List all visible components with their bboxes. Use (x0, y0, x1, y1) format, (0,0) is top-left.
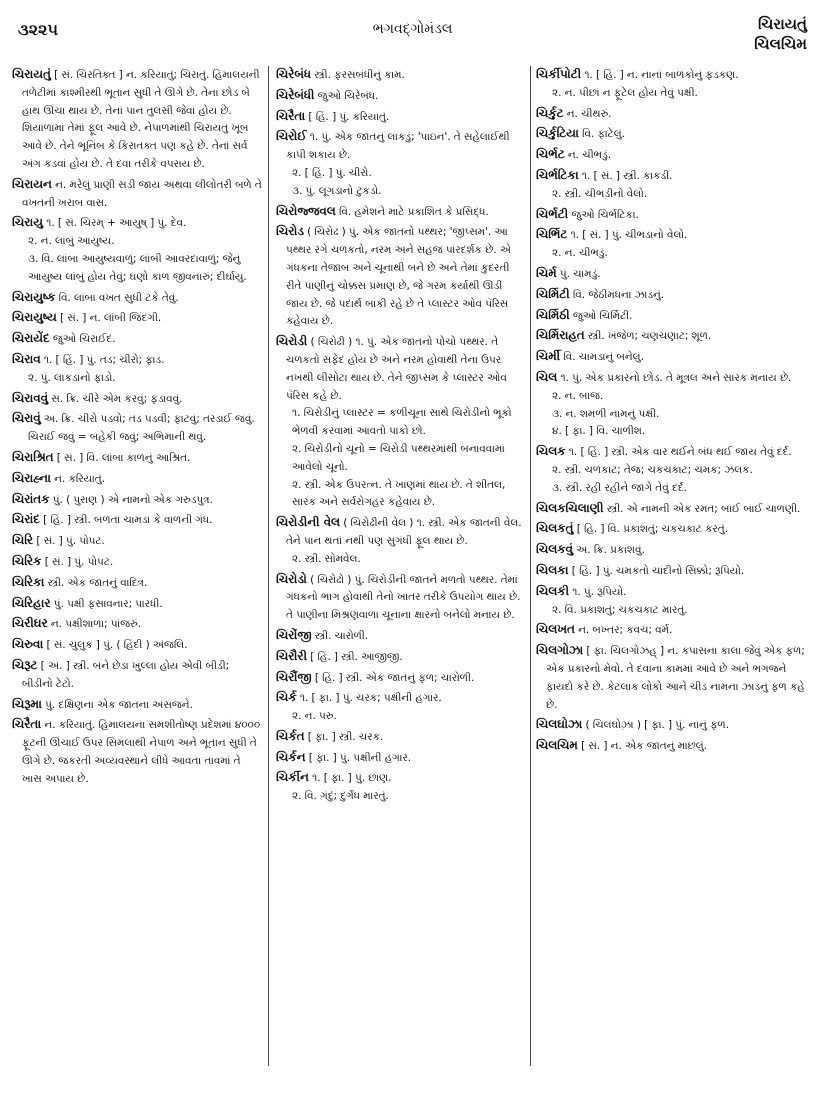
dictionary-entry (536, 226, 814, 263)
entry-sense: ૨. ન. ચીભડું. (552, 247, 608, 260)
guide-word-first: ચિરાયતું (757, 15, 807, 33)
entry-sense: ૨. સ્ત્રી. ચળકાટ; તેજ; ચકચકાટ; ચમક; ઝલક. (552, 463, 753, 476)
dictionary-entry (276, 571, 524, 625)
entry-headword: ચિર્કત (276, 728, 305, 743)
entry-sense: ૨. સ્ત્રી. એક ઉપરત્ન. તે ખાણમાં થાય છે. તે શીતલ, સારક અને સર્વરોગહર કહેવાય છે. (292, 478, 506, 509)
dictionary-entry (276, 627, 524, 646)
entry-definition: [ હિં. ] સ્ત્રી. બળતા ચામડા કે વાળની ગંધ. (43, 514, 213, 527)
entry-definition: ન. બખ્તર; કવચ; વર્મ. (578, 624, 673, 637)
entry-headword: ચિરોડી (276, 334, 308, 349)
entry-definition: [ સં. ] ન. લાંબી જિંદગી. (59, 312, 162, 325)
entry-definition: સ્ત્રી. એ નામની એક રમત; બાઈ બાઈ ચાળણી. (606, 502, 801, 515)
dictionary-entry (12, 696, 262, 715)
dictionary-column-3 (536, 66, 814, 1086)
entry-definition: [ સં. ચિરતિક્ત ] ન. કરિયાતું; ચિરાતું. હિમાલયની તળેટીમાં કાશ્મીરથી ભૂતાન સુધી તે ઊગે છે. તેના છોડ બે હાથ ઊંચા થાય છે. તેનાં પાન તુલસી જેવાં હોય છે. શિયાળામાં તેમાં ફૂલ આવે છે. નેપાળમાંથી ચિરાયતુ ખૂબ આવે છે. તેને ભૂનિંબ કે કિરાતક્ત પણ કહે છે. તેનાં સર્વ અંગ કડવાં હોય છે. તે દવા તરીકે વપરાય છે. (22, 69, 260, 170)
dictionary-entry (536, 716, 814, 735)
entry-headword: ચિરોઈ (276, 129, 307, 144)
entry-definition: જુઓ ચિર્મિટી. (572, 309, 633, 322)
entry-definition: વિ. ચામડાનું બનેલું. (563, 351, 644, 364)
entry-headword: ચિર્ભટી (536, 206, 569, 221)
entry-sense: ૨. ન. લાંબું આયુષ્ય. (28, 235, 115, 248)
entry-headword: ચિરાવું (12, 411, 41, 426)
dictionary-entry (12, 511, 262, 530)
entry-sense: ૨. સ્ત્રી. ચીભડીનો વેલો. (552, 187, 648, 200)
entry-headword: ચિરાયુષ્ક (12, 289, 56, 304)
entry-sense: ૨. પું. લાકડાનો ફાડો. (28, 371, 116, 384)
dictionary-entry (12, 449, 262, 468)
entry-definition: સ્ત્રી. ફરસબંધીનું કામ. (314, 69, 405, 81)
entry-definition: જુઓ ચિરાઈદ. (52, 333, 116, 346)
entry-headword: ચિલકતું (536, 521, 574, 536)
dictionary-entry (276, 128, 524, 200)
dictionary-entry (536, 125, 814, 144)
entry-definition: ૧. પું. એક પ્રકારનો છોડ. તે મૂત્રલ અને સારક મનાય છે. (560, 371, 792, 384)
dictionary-entry (536, 500, 814, 519)
entry-definition: સ્ત્રી. એક જાતનું વાદિત્ર. (47, 576, 148, 589)
dictionary-entry (12, 330, 262, 349)
entry-definition: [ હિં. ] સ્ત્રી. એક જાતનું ફળ; ચારોળી. (314, 671, 475, 684)
entry-headword: ચિરાયતું (12, 67, 51, 81)
dictionary-column-1 (12, 66, 262, 1086)
entry-definition: વિ. ફાટેલું. (582, 128, 625, 141)
entry-headword: ચિરૈતા (276, 108, 306, 123)
dictionary-entry (12, 636, 262, 655)
entry-headword: ચિરાવ (12, 351, 41, 366)
entry-headword: ચિરિહાર (12, 595, 51, 610)
dictionary-entry (276, 769, 524, 806)
entry-definition: ન. કરિયાતું. હિમાલયના સમશીતોષ્ણ પ્રદેશમાં ૪૦૦૦ ફૂટની ઊંચાઈ ઉપર સિમલાથી નેપાળ અને ભૂતાન સુધી તે ઊગે છે. જકરતી અવ્યવસ્થાને લીધે આવતા તાવમાં તે ખાસ અપાય છે. (22, 719, 261, 785)
entry-headword: ચિર્મિરાહત (536, 328, 585, 343)
dictionary-entry (12, 390, 262, 409)
dictionary-entry (536, 167, 814, 204)
entry-definition: ( ચિરોઢી ) ૧. પું. એક જાતનો પોચો પથ્થર. તે ચળકતો સફેદ હોય છે અને નરમ હોવાથી તેના ઉપર નખથી લીસોટા થાય છે. તેને જીપ્સમ કે પ્લાસ્ટર ઓવ પૅરિસ કહે છે. (286, 336, 507, 402)
dictionary-entry (536, 541, 814, 560)
entry-definition: ૧. પું. રૂપિયો. (572, 585, 627, 598)
entry-definition: ૧. [ હિં. ] ન. નાનાં બાળકોનું ફડકણ. (584, 69, 739, 81)
page-header (0, 0, 825, 62)
dictionary-entry (276, 689, 524, 726)
entry-definition: [ હિં. ] સ્ત્રી. આજીજી. (310, 650, 403, 663)
entry-headword: ચિર્ક (276, 690, 297, 705)
entry-definition: અ. ક્રિ. ચીરો પડવો; તડ પડવી; ફાટવું; તરડાઈ જવું. (43, 413, 255, 426)
entry-definition: ન. મરેલું પ્રાણી સડી જાય અથવા લીલોતરી બળે તે વખતની ખરાબ વાસ. (22, 178, 262, 209)
entry-sense: ૩. ન. શમળી નામનું પક્ષી. (552, 407, 660, 420)
entry-headword: ચિર્ભિટ (536, 227, 568, 242)
entry-definition: ૧. [ સં. ] સ્ત્રી. કાકડી. (581, 169, 673, 182)
entry-definition: જુઓ ચિરેબંધ. (317, 89, 379, 102)
entry-headword: ચિરાહ્ના (12, 470, 51, 485)
entry-headword: ચિરાવવું (12, 390, 49, 405)
entry-headword: ચિર્ભટ (536, 147, 565, 162)
entry-definition: જુઓ ચિર્ભટિકા. (571, 208, 639, 221)
entry-definition: ન. પક્ષીશાળા; પાંજરું. (50, 618, 141, 631)
entry-sense: ૨. વિ. ગંદું; દુર્ગંધ મારતું. (292, 790, 389, 803)
entry-headword: ચિર્ભટિકા (536, 167, 579, 182)
dictionary-entry (536, 583, 814, 620)
dictionary-entry (12, 716, 262, 788)
entry-definition: ન. ચીભડું. (567, 149, 611, 162)
entry-definition: વિ. હમેશને માટે પ્રકાશિત કે પ્રસિદ્ધ. (338, 205, 489, 218)
entry-definition: અ. ક્રિ. પ્રકાશવું. (576, 544, 645, 557)
entry-definition: [ સં. ] પું. પોપટ. (36, 535, 105, 548)
entry-sense: ૨. ન. બાજ. (552, 389, 604, 402)
dictionary-entry (536, 737, 814, 756)
entry-definition: ન. ચીથરું. (566, 107, 612, 120)
entry-headword: ચિલખત (536, 622, 575, 637)
dictionary-entry (536, 562, 814, 581)
entry-definition: [ હિં. ] પું. ચમકતો ચાંદીનો સિક્કો; રૂપિયો. (571, 564, 745, 577)
column-divider (268, 66, 269, 1066)
entry-headword: ચિરાંદ (12, 512, 40, 527)
entry-sense: ૧. ચિરોડીનું પ્લાસ્ટર = કળીચૂના સાથે ચિરોડીનો ભૂકો ભેળવી કરવામાં આવતો પાકો છો. (292, 407, 512, 438)
entry-definition: ( ચિરોઢ ) પું. એક જાતનો પથ્થર; 'જીપ્સમ'. આ પથ્થર રંગે ચળકતો, નરમ અને સહજ પારદર્શક છે. એ ગંધકના તેજાબ અને ચૂનાથી બને છે અને તેમાં કુદરતી રીતે પાણીનું ચોક્કસ પ્રમાણ છે, જે ગરમ કર્યાથી ઊડી જાય છે. જે પદાર્થ બાકી રહે છે તે પ્લાસ્ટર ઓવ પૅરિસ કહેવાય છે. (286, 226, 511, 328)
dictionary-entry (276, 514, 524, 568)
entry-headword: ચિરોંજી (276, 627, 312, 642)
entry-headword: ચિરૂમા (12, 696, 42, 711)
entry-sense: ચિરાઈ જવું = બહેકી જવું; અભિમાની થવું. (28, 431, 207, 444)
dictionary-entry (536, 206, 814, 225)
dictionary-entry (276, 203, 524, 222)
dictionary-entry (536, 286, 814, 305)
entry-definition: ( ચિરોઢીની વેલ ) ૧. સ્ત્રી. એક જાતની વેલ. તેને પાન થતાં નથી પણ સુગંધી ફૂલ થાય છે. (286, 517, 522, 547)
entry-sense: ૪. [ ફા. ] વિ. ચાળીશ. (552, 425, 646, 438)
entry-headword: ચિલક (536, 444, 566, 459)
dictionary-entry (12, 532, 262, 551)
entry-definition: પું. પક્ષી ફસાવનાર; પારધી. (53, 597, 163, 610)
entry-headword: ચિરિક (12, 553, 42, 568)
dictionary-entry (12, 553, 262, 572)
entry-sense: ૨. વિ. પ્રકાશતું; ચકચકાટ મારતું. (552, 603, 688, 616)
dictionary-entry (536, 642, 814, 714)
entry-headword: ચિરુવા (12, 637, 44, 652)
entry-sense: ૨. ચિરોડીનો ચૂનો = ચિરોડી પથ્થરમાંથી બનાવવામાં આવેલો ચૂનો. (292, 442, 505, 473)
entry-definition: ( ચિરોઢો ) પું. ચિરોડીની જાતને મળતો પથ્થર. તેમાં ગંધકનો ભાગ હોવાથી તેનો ખાતર તરીકે ઉપયોગ થાય છે. તે પાણીના મિશ્રણવાળા ચૂનાના ક્ષારનો બનેલો મનાય છે. (286, 573, 521, 622)
entry-sense: ૨. ન. પીછાં ન ફૂટેલ હોય તેવું પક્ષી. (552, 86, 698, 99)
entry-definition: [ સં. ] વિ. લાંબા કાળનું આશ્રિત. (56, 451, 191, 464)
entry-definition: ૧. [ ફા. ] પું. છાણ. (312, 772, 392, 785)
entry-headword: ચિર્મ (536, 265, 557, 280)
dictionary-entry (536, 146, 814, 165)
page-number: ૩૨૨૫ (18, 20, 58, 39)
entry-definition: વિ. જેઠીમધના ઝાડનું. (572, 288, 665, 301)
dictionary-entry (276, 749, 524, 768)
entry-definition: ૧. [ સં. ] પું. ચીભડાનો વેલો. (570, 229, 688, 242)
entry-sense: ૨. [ હિં. ] પું. ચીરો. (292, 166, 372, 179)
dictionary-entry (276, 66, 524, 85)
entry-definition: [ ફા. ચિલગોઝહ્ ] ન. કપાસના કાલા જેવું એક ફળ; એક પ્રકારનો મેવો. તે દવાના કામમાં આવે છે અને ભગજને ફાયદો કરે છે. કેટલાક લોકો આને ચીડ નામના ઝાડનું ફળ કહે છે. (546, 645, 805, 711)
dictionary-entry (536, 105, 814, 124)
dictionary-entry (276, 108, 524, 127)
dictionary-entry (12, 309, 262, 328)
entry-headword: ચિરાયન (12, 176, 52, 191)
dictionary-entry (276, 87, 524, 106)
dictionary-entry (276, 223, 524, 331)
dictionary-entry (536, 443, 814, 497)
entry-headword: ચિલચિમ (536, 738, 578, 753)
entry-definition: [ સં. ચુલુક ] પું. ( હિંદી ) અંજલિ. (46, 639, 188, 652)
entry-sense: ૩. વિ. લાંબા આયુષ્યવાળું; લાંબી આવરદાવાળું; જેનું આયુષ્ય લાંબું હોય તેવું; ઘણો કાળ જીવનારું; દીર્ઘાયુ. (28, 252, 247, 283)
dictionary-entry (12, 595, 262, 614)
entry-sense: ૩. પું. લૂગડાનો ટુકડો. (292, 184, 382, 197)
entry-headword: ચિરીઘર (12, 616, 48, 631)
entry-headword: ચિરેબંધી (276, 87, 315, 102)
dictionary-entry (276, 728, 524, 747)
entry-headword: ચિરાયુ (12, 215, 43, 230)
entry-headword: ચિરૈતા (12, 717, 42, 732)
entry-definition: ૧. [ ફા. ] પું. ચરક; પક્ષીની હગાર. (299, 692, 442, 705)
entry-headword: ચિરાશ્રિત (12, 449, 54, 464)
entry-definition: પું. ચામડું. (559, 267, 601, 280)
entry-definition: [ હિં. ] પું. કરિયાતું. (308, 110, 390, 123)
entry-headword: ચિર્મી (536, 349, 561, 364)
entry-headword: ચિરૌંજી (276, 669, 312, 684)
entry-headword: ચિર્મિટી (536, 286, 570, 301)
entry-headword: ચિરાયુષ્ય (12, 310, 57, 325)
dictionary-entry (276, 669, 524, 688)
entry-headword: ચિલકચિલાણી (536, 500, 604, 515)
entry-definition: પું. ( પુરાણ ) એ નામનો એક ગરુડપુત્ર. (52, 493, 213, 506)
dictionary-entry (12, 214, 262, 286)
entry-definition: સ્ત્રી. ખંજેળ; ચણચણાટ; શૂળ. (587, 330, 712, 343)
entry-definition: [ ફા. ] સ્ત્રી. ચરક. (307, 730, 384, 743)
entry-definition: ( ચિલઘોઝ઼ા ) [ ફા. ] પું. નાનું ફળ. (585, 719, 729, 732)
entry-headword: ચિરેબંધ (276, 67, 311, 81)
entry-headword: ચિરિ (12, 533, 34, 548)
entry-headword: ચિલગોઝા (536, 643, 584, 658)
entry-definition: ૧. [ સં. ચિરમ્ + આયુષ્ ] પું. દેવ. (46, 217, 187, 230)
entry-headword: ચિરૌરી (276, 648, 307, 663)
entry-definition: ૧. [ હિં. ] સ્ત્રી. એક વાર થઈને બંધ થઈ જાય તેવું દર્દ. (568, 446, 792, 459)
dictionary-entry (12, 657, 262, 694)
entry-definition: [ સં. ] ન. એક જાતનું માછલું. (581, 740, 707, 753)
dictionary-entry (536, 348, 814, 367)
dictionary-entry (12, 410, 262, 447)
entry-headword: ચિરૂટ (12, 657, 38, 672)
entry-headword: ચિર્કુટિયા (536, 126, 579, 141)
entry-headword: ચિરોજ્જવલ (276, 203, 336, 218)
dictionary-entry (12, 615, 262, 634)
entry-definition: ન. કરિયાતું. (54, 472, 105, 485)
dictionary-entry (276, 648, 524, 667)
entry-sense: ૨. ન. પરુ. (292, 710, 337, 723)
dictionary-entry (536, 307, 814, 326)
dictionary-entry (536, 265, 814, 284)
entry-headword: ચિરોડીની વેલ (276, 515, 340, 530)
entry-headword: ચિરાયેંદ (12, 331, 50, 346)
entry-headword: ચિલકવું (536, 542, 573, 557)
entry-definition: [ અં. ] સ્ત્રી. બંને છેડા ખુલ્લા હોય એવી બીડી; બીડીનો ટેટો. (22, 659, 230, 690)
running-title: ભગવદ્ગોમંડલ (372, 21, 453, 37)
dictionary-entry (536, 66, 814, 103)
entry-headword: ચિલઘોઝા (536, 717, 583, 732)
entry-headword: ચિર્મિઠી (536, 307, 570, 322)
entry-definition: [ ફા. ] પું. પક્ષીની હગાર. (308, 751, 412, 764)
entry-headword: ચિરોડો (276, 571, 307, 586)
entry-headword: ચિરાંતક (12, 491, 50, 506)
entry-definition: વિ. લાંબા વખત સુધી ટકે તેવું. (58, 291, 179, 304)
entry-definition: ૧. [ હિં. ] પું. તડ; ચીરો; ફાડ. (43, 353, 165, 366)
entry-definition: પું. દક્ષિણના એક જાતના અંસજને. (45, 698, 193, 711)
entry-headword: ચિલકા (536, 562, 569, 577)
dictionary-entry (12, 289, 262, 308)
dictionary-entry (536, 369, 814, 441)
entry-definition: સ્ત્રી. ચારોળી. (314, 629, 369, 642)
entry-headword: ચિર્કીપોટી (536, 67, 582, 81)
guide-word-last: ચિલચિમ (754, 35, 807, 53)
entry-definition: ૧. પું. એક જાતનું લાકડું; 'પાઇન'. તે સહેલાઈથી કાપી શકાય છે. (286, 131, 510, 162)
column-divider (530, 66, 531, 1066)
dictionary-entry (276, 333, 524, 512)
dictionary-entry (12, 470, 262, 489)
dictionary-column-2 (276, 66, 524, 1086)
dictionary-entry (12, 176, 262, 213)
entry-headword: ચિલકી (536, 583, 569, 598)
entry-headword: ચિરિકા (12, 574, 45, 589)
entry-sense: ૨. સ્ત્રી. સોમવેલ. (292, 552, 361, 565)
entry-headword: ચિર્કુટ (536, 105, 564, 120)
dictionary-entry (12, 351, 262, 388)
entry-headword: ચિર્કીન (276, 770, 309, 785)
entry-definition: [ સં. ] પું. પોપટ. (44, 555, 114, 568)
entry-definition: સ. ક્રિ. ચીરે એમ કરવું; ફડાવવું. (51, 392, 183, 405)
entry-headword: ચિલ (536, 369, 558, 384)
dictionary-entry (12, 574, 262, 593)
dictionary-entry (536, 520, 814, 539)
entry-headword: ચિરોડ (276, 224, 304, 239)
dictionary-entry (12, 491, 262, 510)
dictionary-entry (536, 621, 814, 640)
guide-words (754, 14, 807, 54)
entry-sense: ૩. સ્ત્રી. રહી રહીને જાગે તેવું દર્દ. (552, 481, 687, 494)
dictionary-entry (12, 66, 262, 174)
entry-definition: [ હિં. ] વિ. પ્રકાશતું; ચકચકાટ કરતું. (576, 523, 728, 536)
dictionary-entry (536, 327, 814, 346)
entry-headword: ચિર્કન (276, 749, 306, 764)
